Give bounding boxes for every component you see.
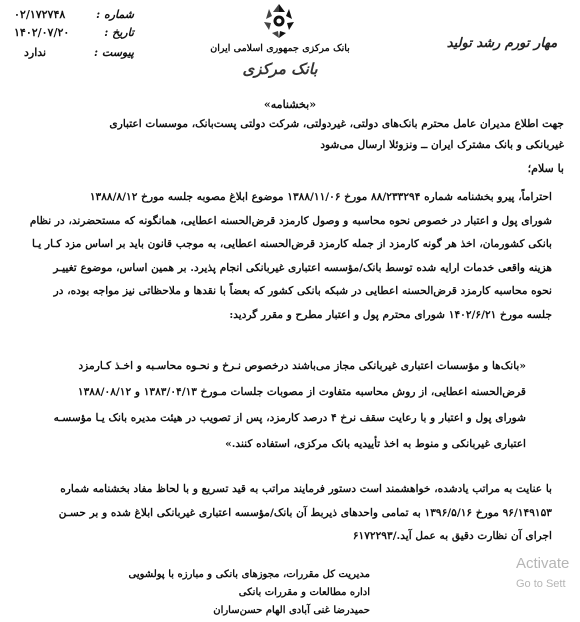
paragraph-2 <box>22 478 552 549</box>
bank-signature: بانک مرکزی <box>242 60 318 78</box>
attachment-value: ندارد <box>24 46 47 59</box>
footer-signatories <box>110 566 370 620</box>
paragraph-line: با عنایت به مراتب یادشده، خواهشمند است دستور فرمایند مراتب به قید تسریع و با لحاظ مفاد بخشنامه شماره <box>60 483 552 495</box>
number-label: شماره : <box>96 8 134 21</box>
paragraph-line: احتراماً، پیرو بخشنامه شماره ۸۸/۲۳۳۲۹۴ مورخ ۱۳۸۸/۱۱/۰۶ موضوع ابلاغ مصوبه جلسه مورخ ۱۳۸۸/۸/۱۲ <box>89 191 552 203</box>
date-value: ۱۴۰۲/۰۷/۲۰ <box>14 26 70 39</box>
quote-line: قرض‌الحسنه اعطایی، از روش محاسبه متفاوت از مصوبات جلسات مـورخ ۱۳۸۳/۰۴/۱۳ و ۱۳۸۸/۰۸/۱۲ <box>77 386 526 398</box>
quote-line: «بانک‌ها و مؤسسات اعتباری غیربانکی مجاز می‌باشند در‌خصوص نـرخ و نحـوه محاسـبه و اخـذ کـارمزد <box>78 360 526 372</box>
paragraph-line: ۹۶/۱۴۹۱۵۳ مورخ ۱۳۹۶/۵/۱۶ به تمامی واحدهای ذیربط آن بانک/مؤسسه اعتباری غیربانکی ابلاغ شده و بر حسـن <box>58 506 552 519</box>
recipients <box>32 114 564 156</box>
circular-title: «بخشنامه» <box>263 98 317 111</box>
date-label: تاریخ : <box>104 26 134 39</box>
attachment-label: پیوست : <box>94 46 134 59</box>
resolution-quote <box>53 353 526 457</box>
attachment-row <box>14 46 134 59</box>
paragraph-line: نحوه محاسبه کارمزد قرض‌الحسنه اعطایی در شبکه بانکی کشور که بعضاً با نقدها و ملاحظاتی نیز مواجه بوده، در <box>53 285 552 297</box>
greeting: با سلام؛ <box>527 162 564 175</box>
paragraph-line: اجرای آن نظارت دقیق به عمل آید./۶۱۷۲۲۹۳ <box>352 530 552 542</box>
activation-watermark-title: Activate <box>516 555 570 572</box>
central-bank-logo-icon <box>259 2 299 40</box>
quote-line: شورای پول و اعتبار و با رعایت سقف نرخ ۴ درصد کارمزد، پس از تصویب در هیئت مدیره بانک یـا مؤسسـه <box>53 412 526 424</box>
paragraph-1 <box>22 186 552 327</box>
number-row <box>14 8 134 21</box>
bank-name: بانک مرکزی جمهوری اسلامی ایران <box>210 43 350 54</box>
number-value: ۰۲/۱۷۲۷۴۸ <box>14 8 66 21</box>
footer-line: اداره مطالعات و مقررات بانکی <box>238 587 370 598</box>
paragraph-line: بانکی کشورمان، اخذ هر گونه کارمزد از جمله کارمزد قرض‌الحسنه اعطایی، به موجب قانون باید بر اساس مزد کـار یـا <box>32 238 552 250</box>
paragraph-line: جلسه مورخ ۱۴۰۲/۶/۲۱ شورای محترم پول و اعتبار مطرح و مقرر گردید: <box>229 308 552 321</box>
quote-line: اعتباری غیربانکی و منوط به اخذ تأییدیه بانک مرکزی، استفاده کنند.» <box>225 438 526 450</box>
date-row <box>14 26 134 39</box>
slogan: مهار تورم رشد تولید <box>446 36 558 51</box>
footer-line: حمیدرضا غنی آبادی الهام حسن‌ساران <box>213 605 370 616</box>
paragraph-line: شورای پول و اعتبار در خصوص نحوه محاسبه و وصول کارمزد قرض‌الحسنه اعطایی، همانگونه که مستحضرند، در نظام <box>29 214 552 227</box>
paragraph-line: هزینه واقعی خدمات ارایه شده توسط بانک/مؤسسه اعتباری غیربانکی انجام پذیرد. بر همین اساس، موضوع تغییـر <box>53 261 552 274</box>
activation-watermark-subtitle: Go to Sett <box>516 578 566 590</box>
recipients-line: جهت اطلاع مدیران عامل محترم بانک‌های دولتی، غیردولتی، شرکت دولتی پست‌بانک، موسسات اعتباری <box>109 118 564 130</box>
footer-line: مدیریت کل مقررات، مجوزهای بانکی و مبارزه با پولشویی <box>128 569 370 580</box>
recipients-line: غیربانکی و بانک مشترک ایران ــ ونزوئلا ارسال می‌شود <box>320 139 564 151</box>
